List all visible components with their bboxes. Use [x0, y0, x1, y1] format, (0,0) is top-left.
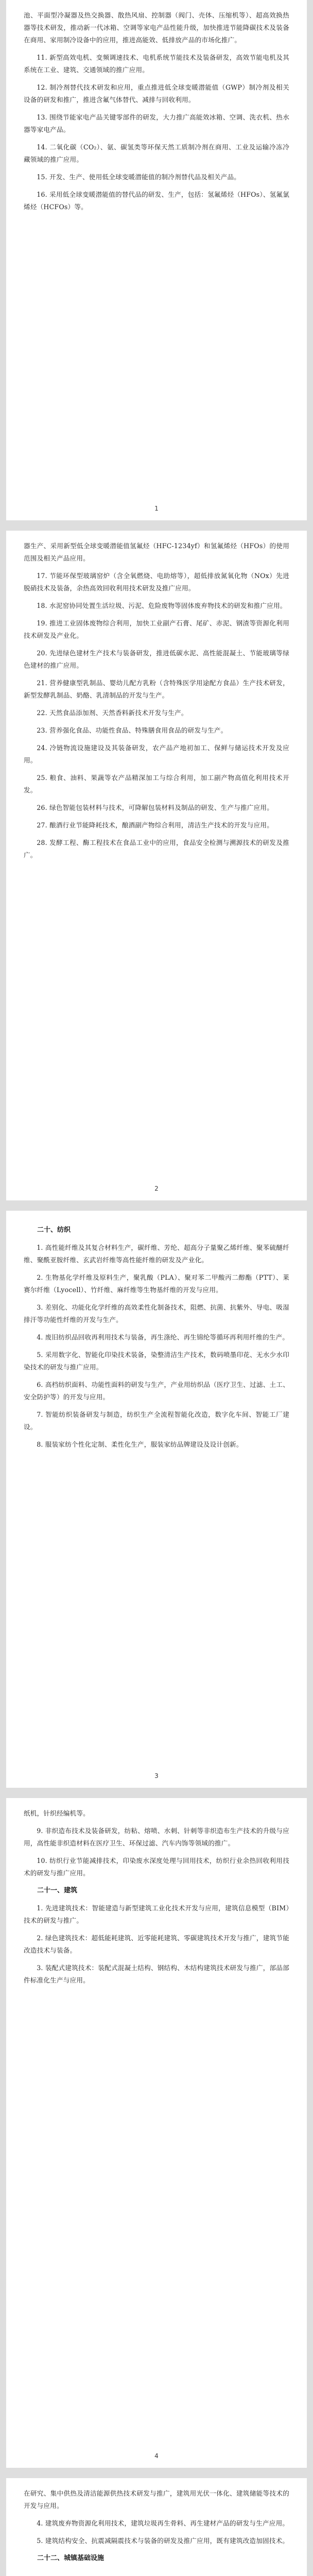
page-number: 4 — [154, 2452, 159, 2460]
paragraph: 20. 先进绿色建材生产技术与装备研发，推进低碳水泥、高性能混凝土、节能玻璃等绿色建材的推广应用。 — [24, 649, 289, 669]
paragraph: 12. 制冷剂替代技术研发和应用，重点推进低全球变暖潜能值（GWP）制冷剂及相关设备的研发和推广，推进含氟气体替代、减排与回收利用。 — [24, 83, 289, 104]
paragraph: 4. 废旧纺织品回收再利用技术与装备，再生涤纶、再生锦纶等循环再利用纤维的生产。 — [37, 1333, 289, 1341]
page-number: 1 — [154, 505, 159, 512]
paragraph: 28. 发酵工程、酶工程技术在食品工业中的应用，食品安全检测与溯源技术的研发及推广。 — [24, 839, 289, 859]
paragraph: 1. 先进建筑技术：智能建造与新型建筑工业化技术开发与应用，建筑信息模型（BIM）技术的研发与推广。 — [24, 1904, 289, 1924]
section-heading: 二十、纺织 — [37, 1226, 71, 1234]
paragraph: 4. 建筑废弃物资源化利用技术，建筑垃圾再生骨料、再生建材产品的研发与生产应用。 — [37, 2519, 289, 2527]
paragraph: 18. 水泥窑协同处置生活垃圾、污泥、危险废物等固体废弃物技术的研发和推广应用。 — [37, 602, 287, 609]
paragraph: 2. 生物基化学纤维及原料生产，聚乳酸（PLA）、聚对苯二甲酸丙二醇酯（PTT）、莱赛尔纤维（Lyocell）、竹纤维、麻纤维等生物基纤维的开发与应用。 — [24, 1274, 289, 1294]
paragraph: 14. 二氧化碳（CO₂）、氨、碳氢类等环保天然工质制冷剂在商用、工业及运输冷冻冷藏领域的推广应用。 — [24, 143, 289, 163]
paragraph: 17. 节能环保型玻璃窑炉（含全氧燃烧、电助熔等），超低排放氮氧化物（NOx）先进脱硝技术及装备，余热高效回收利用技术研发及推广应用。 — [24, 572, 289, 592]
paragraph: 10. 纺织行业节能减排技术，印染废水深度处理与回用技术，纺织行业余热回收利用技术的研发与推广应用。 — [24, 1857, 289, 1877]
paragraph: 3. 装配式建筑技术：装配式混凝土结构、钢结构、木结构建筑技术研发与推广，部品部件标准化生产与应用。 — [24, 1964, 289, 1984]
paragraph: 7. 智能纺织装备研发与制造，纺织生产全流程智能化改造，数字化车间、智能工厂建设。 — [24, 1411, 289, 1431]
paragraph: 15. 开发、生产、使用低全球变暖潜能值的制冷剂替代品及相关产品。 — [37, 173, 241, 181]
paragraph: 5. 建筑结构安全、抗震减隔震技术与装备的研发及推广应用，既有建筑改造加固技术。 — [37, 2537, 289, 2545]
section-heading: 二十一、建筑 — [37, 1887, 78, 1894]
paragraph: 8. 服装家纺个性化定制、柔性化生产，服装家纺品牌建设及设计创新。 — [37, 1440, 243, 1448]
paragraph: 9. 非织造布技术及装备研发，纺粘、熔喷、水刺、针刺等非织造布生产技术的升级与应用，高性能非织造材料在医疗卫生、环保过滤、汽车内饰等领域的推广。 — [24, 1827, 289, 1847]
paragraph: 25. 粮食、油料、果蔬等农产品精深加工与综合利用，加工副产物高值化利用技术开发。 — [24, 774, 289, 794]
paragraph: 13. 围绕节能家电产品关键零部件的研发，大力推广高能效冰箱、空调、洗衣机、热水器等家电产品。 — [24, 113, 289, 133]
paragraph: 27. 酿酒行业节能降耗技术，酿酒副产物综合利用，清洁生产技术的开发与应用。 — [37, 821, 274, 829]
paragraph: 26. 绿色智能包装材料与技术，可降解包装材料及制品的研发、生产与推广应用。 — [37, 804, 274, 811]
paragraph: 纸机，针织经编机等。 — [24, 1809, 90, 1817]
document-page — [6, 531, 307, 1200]
paragraph: 19. 推进工业固体废物综合利用，加快工业副产石膏、尾矿、赤泥、钢渣等资源化利用技术研发及产业化。 — [24, 619, 289, 639]
paragraph: 器生产、采用新型低全球变暖潜能值氢氟烃（HFC-1234yf）和氢氟烯烃（HFOs）的使用范围及相关产品应用。 — [24, 542, 289, 562]
section-heading: 二十二、城镇基础设施 — [37, 2554, 105, 2562]
paragraph: 在研究、集中供热及清洁能源供热技术研发与推广，建筑用光伏一体化、建筑储能等技术的开发与应用。 — [24, 2489, 289, 2510]
document-page — [6, 2478, 307, 2576]
paragraph: 16. 采用低全球变暖潜能值的替代品的研发、生产，包括：氢氟烯烃（HFOs）、氢氟氯烯烃（HCFOs）等。 — [24, 191, 290, 211]
page-number: 2 — [154, 1185, 159, 1192]
document-page — [6, 0, 307, 520]
paragraph: 23. 营养强化食品、功能性食品、特殊膳食用食品的研发与生产。 — [37, 726, 228, 734]
paragraph: 6. 高档纺织面料、功能性面料的研发与生产，产业用纺织品（医疗卫生、过滤、土工、安全防护等）的开发与应用。 — [24, 1381, 289, 1401]
paragraph: 1. 高性能纤维及其复合材料生产，碳纤维、芳纶、超高分子量聚乙烯纤维、聚苯硫醚纤维、聚酰亚胺纤维、玄武岩纤维等高性能纤维的研发及产业化。 — [24, 1244, 289, 1264]
paragraph: 21. 营养健康型乳制品、婴幼儿配方乳粉（含特殊医学用途配方食品）生产技术研发，新型发酵乳制品、奶酪、乳清制品的开发与生产。 — [24, 679, 289, 699]
document-page — [6, 1798, 307, 2468]
paragraph: 22. 天然食品添加剂、天然香料新技术开发与生产。 — [37, 709, 188, 717]
document-page — [6, 1211, 307, 1788]
paragraph: 3. 差别化、功能化化学纤维的高效柔性化制备技术，阻燃、抗菌、抗紫外、导电、吸湿排汗等功能性纤维的开发与生产。 — [24, 1303, 289, 1324]
paragraph: 11. 新型高效电机、变频调速技术、电机系统节能技术及装备研发，高效节能电机及其系统在工业、建筑、交通领域的推广应用。 — [24, 54, 289, 74]
paragraph: 池、平面型冷凝器及热交换器、散热风扇、控制器（阀门、壳体、压缩机等）、超高效换热器等技术研发，推动新一代冰箱、空调等家电产品性能升级，加快推进节能降碳技术及装备在商用、家用制冷设备中的应用，推进高能效、低排放产品的市场化推广。 — [24, 11, 289, 44]
paragraph: 24. 冷链物流设施建设及其装备研发，农产品产地初加工、保鲜与储运技术开发及应用。 — [24, 744, 289, 764]
paragraph: 5. 采用数字化、智能化印染技术装备，染整清洁生产技术，数码喷墨印花、无水少水印染技术的研发与推广应用。 — [24, 1351, 289, 1371]
paragraph: 2. 绿色建筑技术：超低能耗建筑、近零能耗建筑、零碳建筑技术开发与推广，建筑节能改造技术与装备。 — [24, 1934, 289, 1954]
page-number: 3 — [154, 1772, 159, 1780]
